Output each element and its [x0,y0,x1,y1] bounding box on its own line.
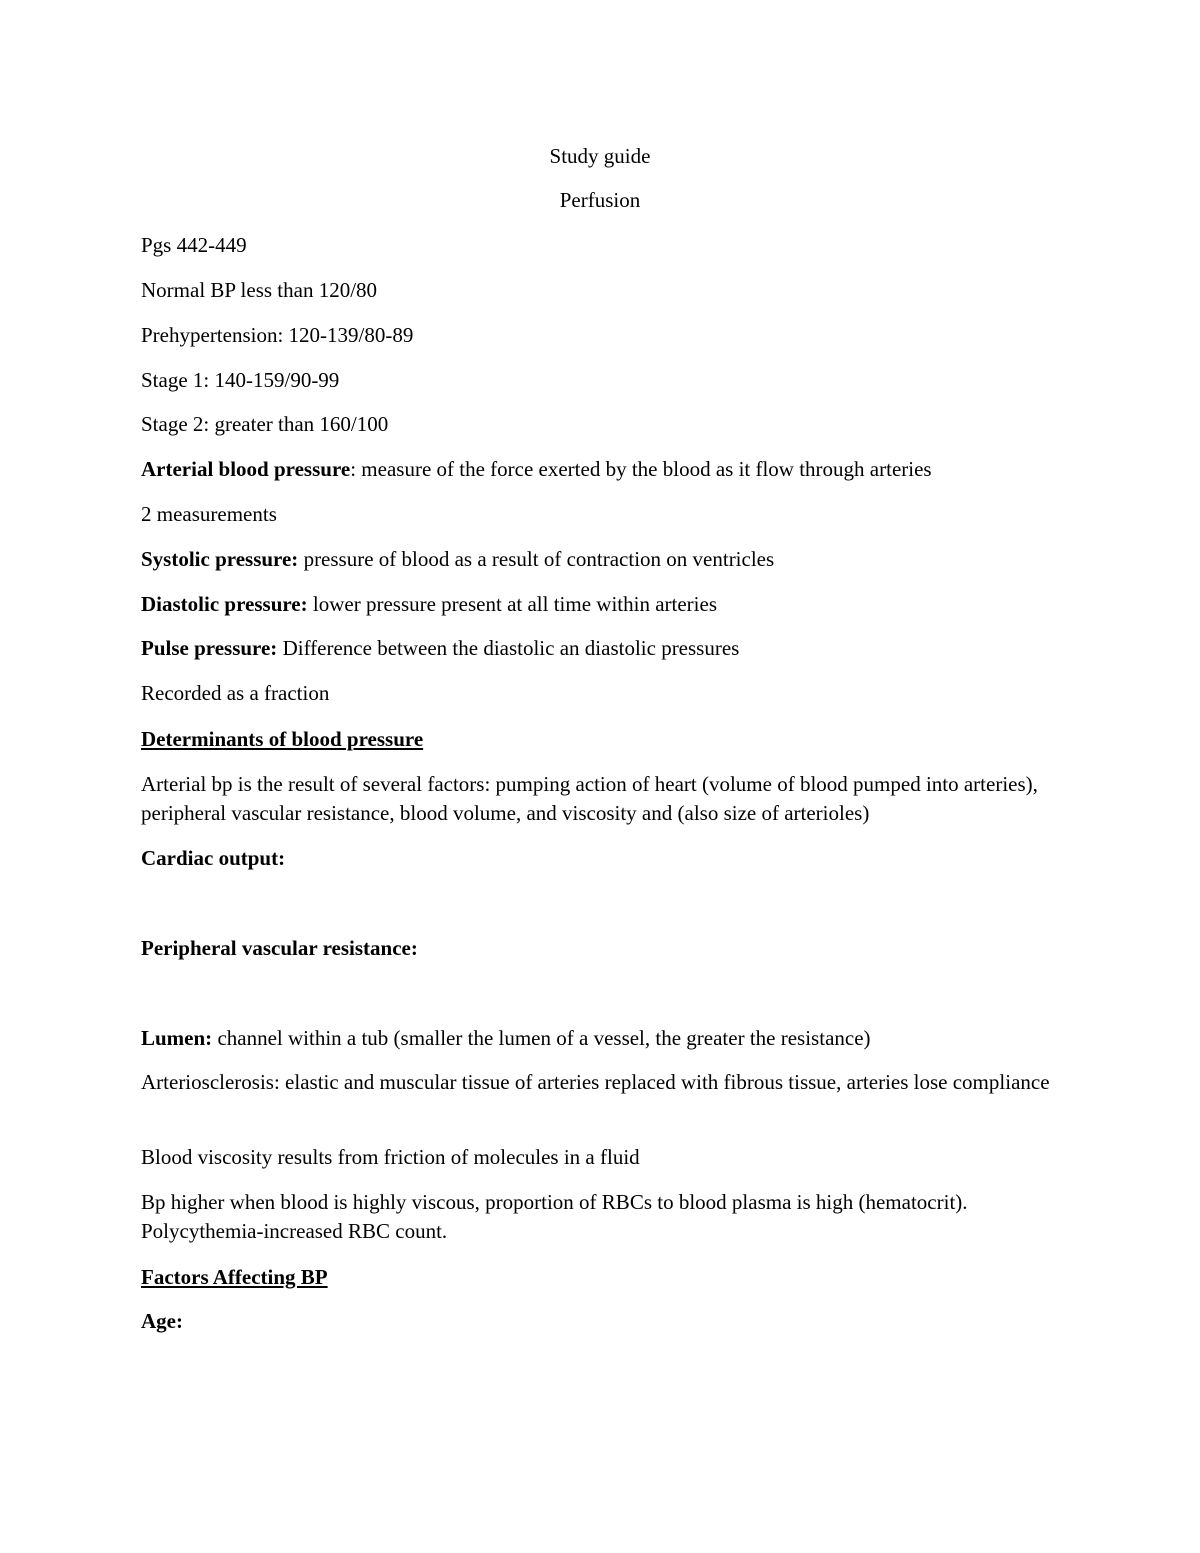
arterial-bp-paragraph [141,455,1071,484]
document-subtitle: Perfusion [559,188,641,212]
document-title: Study guide [549,144,651,168]
pulse-term: Pulse pressure: [141,636,278,660]
age-text: Age: [141,1309,183,1333]
cardiac-output-heading [141,844,1071,873]
diastolic-definition: lower pressure present at all time within arteries [307,592,717,616]
arterial-bp-term: Arterial blood pressure [141,457,351,481]
arterial-bp-definition: : measure of the force exerted by the blood as it flow through arteries [350,457,932,481]
arteriosclerosis-paragraph: Arteriosclerosis: elastic and muscular tissue of arteries replaced with fibrous tissue, arteries lose compliance [141,1070,1050,1094]
normal-bp-line: Normal BP less than 120/80 [141,278,378,302]
viscosity-line: Blood viscosity results from friction of molecules in a fluid [141,1145,640,1169]
determinants-heading [141,725,1071,754]
recorded-line: Recorded as a fraction [141,681,330,705]
diastolic-term: Diastolic pressure: [141,592,308,616]
factors-heading [141,1263,1071,1292]
pulse-paragraph [141,634,1071,663]
systolic-definition: pressure of blood as a result of contraction on ventricles [298,547,775,571]
two-measurements-line: 2 measurements [141,502,277,526]
stage2-line: Stage 2: greater than 160/100 [141,412,389,436]
systolic-term: Systolic pressure: [141,547,299,571]
determinants-paragraph: Arterial bp is the result of several factors: pumping action of heart (volume of blood pumped into arteries), peripheral vascular resistance, blood volume, and viscosity and (also size of arterioles) [141,772,1038,825]
cardiac-output-text: Cardiac output: [141,846,286,870]
factors-heading-text: Factors Affecting BP [141,1265,328,1289]
peripheral-resistance-heading [141,934,1071,963]
stage1-line: Stage 1: 140-159/90-99 [141,368,340,392]
determinants-heading-text: Determinants of blood pressure [141,727,424,751]
prehypertension-line: Prehypertension: 120-139/80-89 [141,323,414,347]
lumen-paragraph [141,1024,1071,1053]
lumen-term: Lumen: [141,1026,213,1050]
age-heading [141,1307,1071,1336]
peripheral-resistance-text: Peripheral vascular resistance: [141,936,418,960]
pulse-definition: Difference between the diastolic an diastolic pressures [277,636,740,660]
systolic-paragraph [141,545,1071,574]
bp-higher-paragraph: Bp higher when blood is highly viscous, proportion of RBCs to blood plasma is high (hematocrit). Polycythemia-increased RBC count. [141,1190,968,1243]
page-range: Pgs 442-449 [141,233,247,257]
lumen-definition: channel within a tub (smaller the lumen of a vessel, the greater the resistance) [212,1026,871,1050]
diastolic-paragraph [141,590,1071,619]
